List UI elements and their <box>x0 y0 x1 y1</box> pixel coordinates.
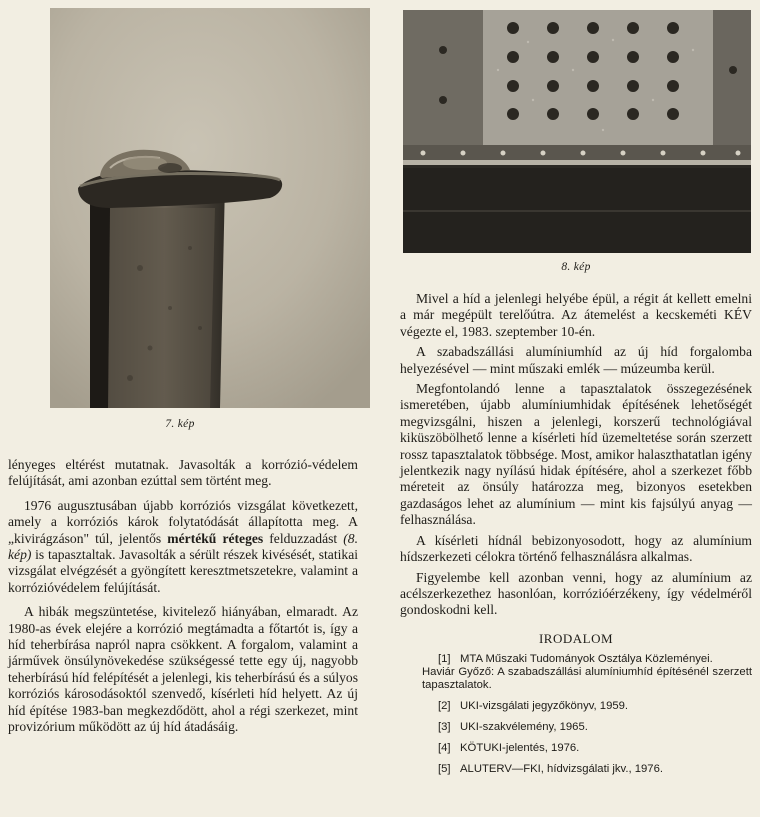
references-title: IRODALOM <box>538 630 614 646</box>
paragraph-text: felduzzadást <box>263 530 344 546</box>
reference-text: UKI-szakvélemény, 1965. <box>460 721 588 734</box>
paragraph <box>8 498 358 596</box>
reference-text: ALUTERV—FKI, hídvizsgálati jkv., 1976. <box>460 763 664 776</box>
paragraph-text: is tapasztaltak. Javasolták a sérült részek kivésését, statikai vizsgálat elvégzését a gyöngített keresztmetszetekre, valamint a korrózióvédelem felújítását. <box>8 547 358 595</box>
reference-item <box>400 742 752 755</box>
figure-7-caption: 7. kép <box>165 418 195 430</box>
reference-number: [1] <box>438 653 451 666</box>
reference-text: MTA Műszaki Tudományok Osztálya Közleményei. <box>460 653 713 666</box>
reference-text-continued: Haviár Győző: A szabadszállási alumíniumhíd építésénél szerzett tapasztalatok. <box>422 666 752 692</box>
right-text-column <box>400 291 752 784</box>
paragraph: A kísérleti hídnál bebizonyosodott, hogy az alumínium hídszerkezeti célokra történő felhasználásra alkalmas. <box>400 532 752 565</box>
bold-phrase: mértékű réteges <box>167 530 264 546</box>
paragraph: Mivel a híd a jelenlegi helyébe épül, a régit át kellett emelni a már megépült terelőútra. Az átemelést a kecskeméti KÉV végezte el, 1983. szeptember 10-én. <box>400 291 752 339</box>
paragraph: Megfontolandó lenne a tapasztalatok összegezésének ismeretében, újabb alumíniumhidak építésének lehetőségét megvizsgálni, hiszen a jelenlegi, korszerű technológiával kiküszöbölhető lenne a kísérleti híd üzemeltetése során szerzett rossz tapasztalatok többsége. Most, amikor halaszthatatlan igény jelentkezik nagy nyílású hidak építésére, ahol a szerkezet főbb méreteit az önsúly határozza meg, bizonyos esetekben gazdaságos lehet az alumínium — mint kis fajsúlyú anyag — felhasználása. <box>400 381 752 528</box>
reference-number: [2] <box>438 700 451 713</box>
left-text-column <box>8 457 358 744</box>
reference-number: [3] <box>438 721 451 734</box>
reference-item <box>400 653 752 692</box>
references-list <box>400 653 752 776</box>
paragraph-text: 1976 augusztusában újabb korróziós vizsgálat következett, amely a korróziós károk folytatódását állapította meg. A „kivirágzáson" túl, jelentős <box>8 497 358 546</box>
paragraph: lényeges eltérést mutatnak. Javasolták a korrózió-védelem felújítását, ami azonban ezúttal sem történt meg. <box>8 457 358 489</box>
reference-text: UKI-vizsgálati jegyzőkönyv, 1959. <box>460 700 629 713</box>
paragraph: A hibák megszüntetése, kivitelező hiányában, elmaradt. Az 1980-as évek elejére a korrózió megtámadta a főtartót is, így a híd teherbírása napról napra csökkent. A forgalom, valamint a járművek önsúlynövekedése szükségessé tette egy új, nagyobb teherbírású híd felépítését a jelenlegi, kis teherbírású és a súlyos korróziós károsodásoktól szenvedő, kísérleti híd helyett. Az új híd építése 1983-ban megkezdődött, ahol a régi szerkezet, mint provizórium működött az új híd átadásáig. <box>8 604 358 735</box>
reference-item <box>400 763 752 776</box>
figure-8-photo <box>403 10 751 253</box>
figure-7-photo <box>50 8 370 408</box>
figure-8-caption: 8. kép <box>561 261 591 273</box>
reference-item <box>400 700 752 713</box>
reference-number: [4] <box>438 742 451 755</box>
figure-reference: (8. kép) <box>8 530 359 563</box>
reference-item <box>400 721 752 734</box>
reference-number: [5] <box>438 763 451 776</box>
paragraph: A szabadszállási alumíniumhíd az új híd forgalomba helyezésével — mint műszaki emlék — múzeumba kerül. <box>400 344 752 376</box>
reference-text: KÖTUKI-jelentés, 1976. <box>460 742 580 755</box>
paragraph: Figyelembe kell azonban venni, hogy az alumínium az acélszerkezethez hasonlóan, korrózióérzékeny, így védelméről gondoskodni kell. <box>400 569 752 618</box>
